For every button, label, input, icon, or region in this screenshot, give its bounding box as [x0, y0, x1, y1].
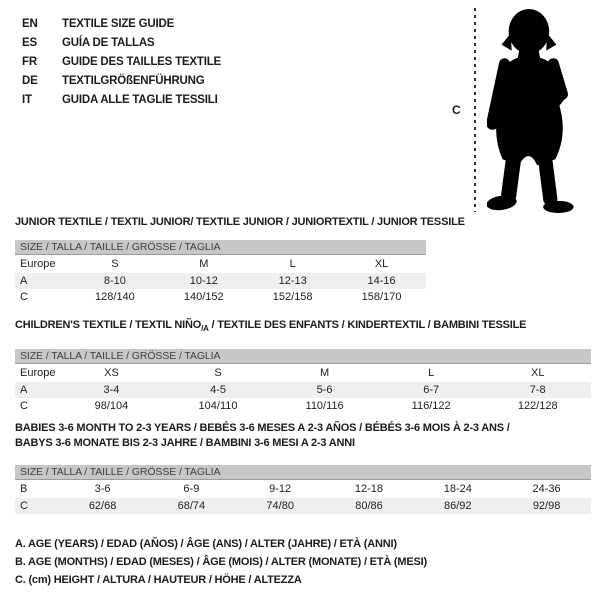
row-label: A	[20, 384, 28, 397]
language-header	[22, 15, 221, 110]
language-title: GUÍA DE TALLAS	[62, 37, 155, 49]
size-cell: 5-6	[316, 384, 333, 397]
size-header-bar: SIZE / TALLA / TAILLE / GRÖSSE / TAGLIA	[15, 240, 426, 255]
table-row	[15, 498, 591, 514]
size-cell: 12-13	[278, 275, 307, 287]
table-row	[15, 255, 426, 273]
size-cell: 158/170	[361, 291, 402, 303]
height-measure-line	[474, 8, 476, 212]
size-cell: 104/110	[198, 400, 238, 413]
title-line-1: BABIES 3-6 MONTH TO 2-3 YEARS / BEBÉS 3-6 MESES A 2-3 AÑOS / BÉBÉS 3-6 MOIS À 2-3 ANS /	[15, 422, 510, 434]
size-cell: 74/80	[266, 500, 294, 512]
size-cell: 140/152	[183, 291, 224, 303]
table-row	[15, 382, 591, 398]
junior-textile-section	[15, 216, 465, 305]
language-code: EN	[22, 18, 38, 30]
size-cell: 80/86	[355, 500, 383, 512]
language-code: ES	[22, 37, 37, 49]
title-line-2: BABYS 3-6 MONATE BIS 2-3 JAHRE / BAMBINI 3-6 MESI A 2-3 ANNI	[15, 437, 355, 449]
junior-size-table	[15, 255, 426, 305]
size-cell: 68/74	[177, 500, 206, 512]
size-cell: XS	[104, 367, 119, 380]
row-label: B	[20, 483, 28, 495]
language-code: FR	[22, 56, 37, 68]
language-row-de	[22, 72, 221, 91]
height-measure-label: C	[452, 103, 461, 117]
table-row	[15, 480, 591, 498]
size-cell: 6-9	[183, 483, 200, 495]
size-cell: M	[199, 258, 209, 270]
size-cell: 12-18	[354, 483, 384, 495]
size-cell: 98/104	[94, 400, 129, 413]
title-subscript: /A	[201, 324, 209, 334]
size-cell: L	[289, 258, 296, 270]
size-cell: 9-12	[269, 483, 292, 495]
size-cell: L	[428, 367, 435, 380]
size-header-bar: SIZE / TALLA / TAILLE / GRÖSSE / TAGLIA	[15, 465, 591, 480]
language-code: IT	[22, 94, 32, 106]
size-cell: 4-5	[210, 384, 226, 397]
size-cell: 6-7	[423, 384, 440, 397]
babies-textile-section	[15, 421, 591, 514]
size-cell: 152/158	[272, 291, 313, 303]
language-title: TEXTILGRÖßENFÜHRUNG	[62, 75, 205, 87]
legend-notes	[15, 535, 427, 589]
note-height-cm: C. (cm) HEIGHT / ALTURA / HAUTEUR / HÖHE / ALTEZZA	[15, 574, 302, 586]
size-cell: 18-24	[443, 483, 472, 495]
language-title: GUIDA ALLE TAGLIE TESSILI	[62, 94, 218, 106]
baby-figure	[452, 5, 600, 220]
language-row-fr	[22, 53, 221, 72]
size-cell: 86/92	[444, 500, 472, 512]
children-size-table	[15, 364, 591, 414]
size-cell: 3-4	[103, 384, 120, 397]
title-text: / TEXTILE DES ENFANTS / KINDERTEXTIL / BAMBINI TESSILE	[208, 319, 527, 331]
language-row-en	[22, 15, 221, 34]
row-label: Europe	[20, 367, 56, 380]
language-row-it	[22, 91, 221, 110]
size-cell: 3-6	[94, 483, 111, 495]
language-code: DE	[22, 75, 38, 87]
size-cell: 92/98	[532, 500, 561, 512]
table-row	[15, 398, 591, 414]
note-age-years: A. AGE (YEARS) / EDAD (AÑOS) / ÂGE (ANS) / ALTER (JAHRE) / ETÀ (ANNI)	[15, 538, 397, 550]
size-header-bar: SIZE / TALLA / TAILLE / GRÖSSE / TAGLIA	[15, 349, 591, 364]
size-cell: 10-12	[189, 275, 218, 287]
size-cell: S	[111, 258, 119, 270]
table-row	[15, 273, 426, 289]
size-cell: XL	[530, 367, 545, 380]
row-label: C	[20, 291, 28, 303]
size-cell: S	[214, 367, 222, 380]
table-row	[15, 289, 426, 305]
section-title-junior: JUNIOR TEXTILE / TEXTIL JUNIOR/ TEXTILE JUNIOR / JUNIORTEXTIL / JUNIOR TESSILE	[15, 216, 465, 228]
size-cell: 110/116	[305, 400, 344, 413]
row-label: C	[20, 500, 28, 512]
size-cell: 24-36	[532, 483, 561, 495]
babies-size-table	[15, 480, 591, 514]
language-row-es	[22, 34, 221, 53]
children-textile-section	[15, 319, 591, 414]
baby-toddler-silhouette-icon	[487, 5, 579, 213]
size-cell: 122/128	[517, 400, 558, 413]
language-title: TEXTILE SIZE GUIDE	[62, 18, 175, 30]
size-cell: 8-10	[103, 275, 126, 287]
size-cell: XL	[374, 258, 389, 270]
size-cell: 116/122	[411, 400, 451, 413]
section-title-children	[15, 319, 591, 335]
size-cell: 7-8	[529, 384, 546, 397]
title-text: CHILDREN'S TEXTILE / TEXTIL NIÑO	[15, 319, 202, 331]
table-row	[15, 364, 591, 382]
size-cell: 62/68	[88, 500, 117, 512]
size-cell: 14-16	[367, 275, 396, 287]
row-label: Europe	[20, 258, 56, 270]
size-cell: M	[320, 367, 330, 380]
language-title: GUIDE DES TAILLES TEXTILE	[62, 56, 221, 68]
note-age-months: B. AGE (MONTHS) / EDAD (MESES) / ÂGE (MOIS) / ALTER (MONATE) / ETÀ (MESI)	[15, 556, 427, 568]
size-cell: 128/140	[95, 291, 135, 303]
section-title-babies	[15, 421, 591, 451]
row-label: A	[20, 275, 28, 287]
row-label: C	[20, 400, 28, 413]
